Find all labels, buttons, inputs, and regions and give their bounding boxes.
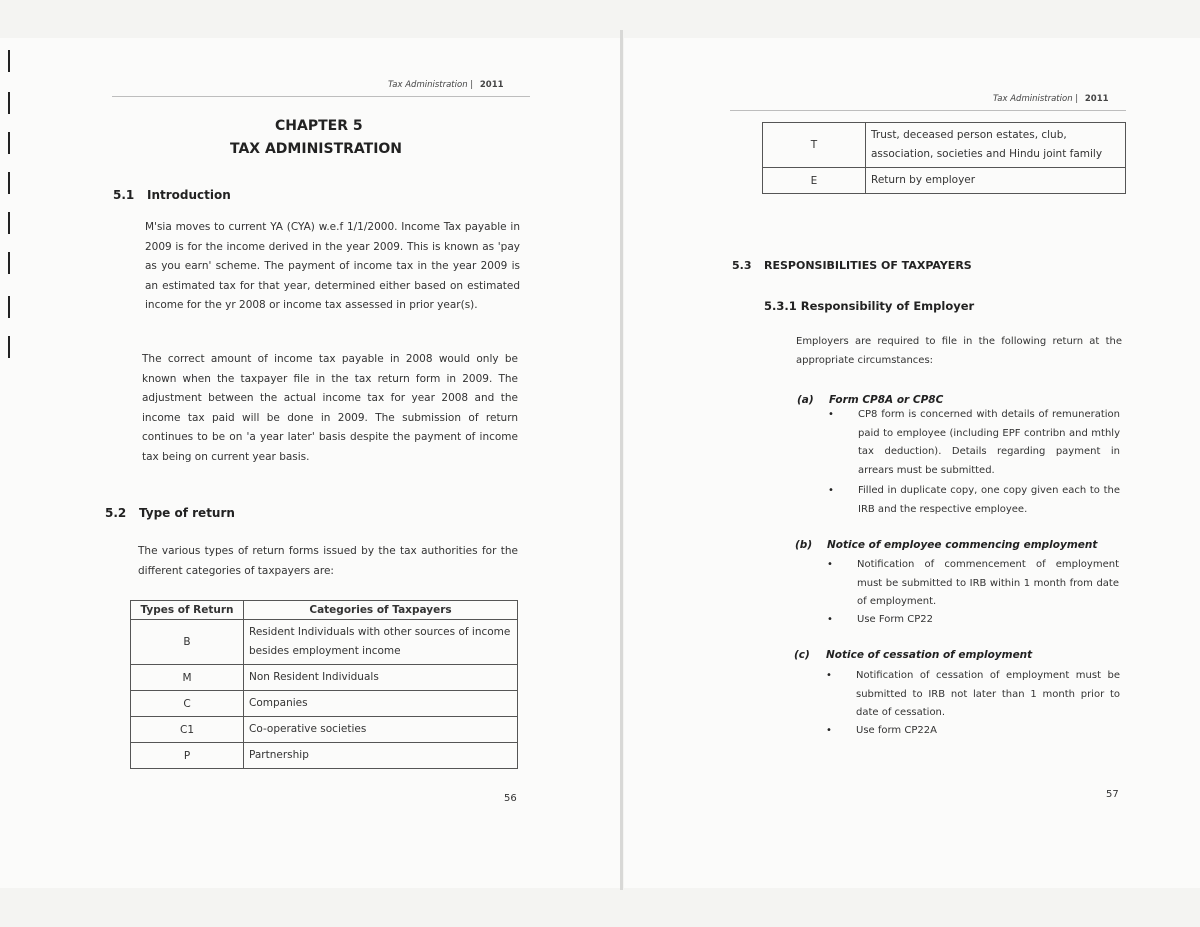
taxpayer-category: Trust, deceased person estates, club, association, societies and Hindu joint family xyxy=(866,123,1126,168)
item-c-heading: (c) Notice of cessation of employment xyxy=(794,649,1033,661)
running-head-right: Tax Administration | 2011 xyxy=(993,94,1109,104)
return-code: C xyxy=(131,691,244,717)
table-row xyxy=(131,717,518,743)
column-header: Types of Return xyxy=(131,601,244,620)
employer-intro: Employers are required to file in the following return at the appropriate circumstances: xyxy=(796,336,1122,366)
item-a-bullet-1: • CP8 form is concerned with details of remuneration paid to employee (including EPF contribn and mthly tax deduction). Details regarding payment in arrears must be submitted. xyxy=(858,406,1120,480)
chapter-number: CHAPTER 5 xyxy=(275,118,363,134)
running-head-left: Tax Administration | 2011 xyxy=(388,80,504,90)
table-row xyxy=(131,691,518,717)
section-5-3-heading: 5.3 RESPONSIBILITIES OF TAXPAYERS xyxy=(732,259,972,272)
section-5-2-heading: 5.2 Type of return xyxy=(105,506,235,520)
binding-marks xyxy=(8,40,14,360)
return-types-table xyxy=(130,600,518,769)
taxpayer-category: Co-operative societies xyxy=(244,717,518,743)
table-row xyxy=(763,168,1126,194)
taxpayer-category: Resident Individuals with other sources of income besides employment income xyxy=(244,620,518,665)
table-row xyxy=(131,620,518,665)
intro-paragraph-1: M'sia moves to current YA (CYA) w.e.f 1/1/2000. Income Tax payable in 2009 is for the income derived in the year 2009. This is known as 'pay as you earn' scheme. The payment of income tax in the year 2009 is an estimated tax for that year, determined either based on estimated income for the yr 2008 or income tax assessed in prior year(s). xyxy=(145,221,520,311)
item-a-heading: (a) Form CP8A or CP8C xyxy=(797,394,944,406)
return-code: C1 xyxy=(131,717,244,743)
return-types-table-continued xyxy=(762,122,1126,194)
item-b-bullet-2: • Use Form CP22 xyxy=(857,611,1119,630)
return-code: B xyxy=(131,620,244,665)
chapter-title: TAX ADMINISTRATION xyxy=(230,141,403,157)
section-5-3-1-heading: 5.3.1 Responsibility of Employer xyxy=(764,299,975,313)
type-of-return-intro: The various types of return forms issued by the tax authorities for the different categories of taxpayers are: xyxy=(138,545,518,577)
page-number-left: 56 xyxy=(504,793,517,804)
header-rule-right xyxy=(730,110,1126,111)
header-rule-left xyxy=(112,96,530,97)
intro-paragraph-2: The correct amount of income tax payable in 2008 would only be known when the taxpayer file in the tax return form in 2009. The adjustment between the actual income tax for year 2008 and the income tax paid will be done in 2009. The submission of return continues to be on 'a year later' basis despite the payment of income tax being on current year basis. xyxy=(142,353,518,463)
section-5-1-heading: 5.1 Introduction xyxy=(113,188,231,202)
page-number-right: 57 xyxy=(1106,789,1119,800)
taxpayer-category: Companies xyxy=(244,691,518,717)
item-b-heading: (b) Notice of employee commencing employment xyxy=(795,539,1098,551)
return-code: E xyxy=(763,168,866,194)
table-row xyxy=(131,665,518,691)
column-header: Categories of Taxpayers xyxy=(244,601,518,620)
table-header-row xyxy=(131,601,518,620)
item-c-bullet-2: • Use form CP22A xyxy=(856,722,1120,741)
item-b-bullet-1: • Notification of commencement of employment must be submitted to IRB within 1 month from date of employment. xyxy=(857,556,1119,612)
return-code: M xyxy=(131,665,244,691)
taxpayer-category: Return by employer xyxy=(866,168,1126,194)
return-code: T xyxy=(763,123,866,168)
return-code: P xyxy=(131,743,244,769)
table-row xyxy=(763,123,1126,168)
taxpayer-category: Partnership xyxy=(244,743,518,769)
table-row xyxy=(131,743,518,769)
item-a-bullet-2: • Filled in duplicate copy, one copy given each to the IRB and the respective employee. xyxy=(858,482,1120,519)
book-spine xyxy=(620,30,623,890)
taxpayer-category: Non Resident Individuals xyxy=(244,665,518,691)
item-c-bullet-1: • Notification of cessation of employment must be submitted to IRB not later than 1 month prior to date of cessation. xyxy=(856,667,1120,723)
